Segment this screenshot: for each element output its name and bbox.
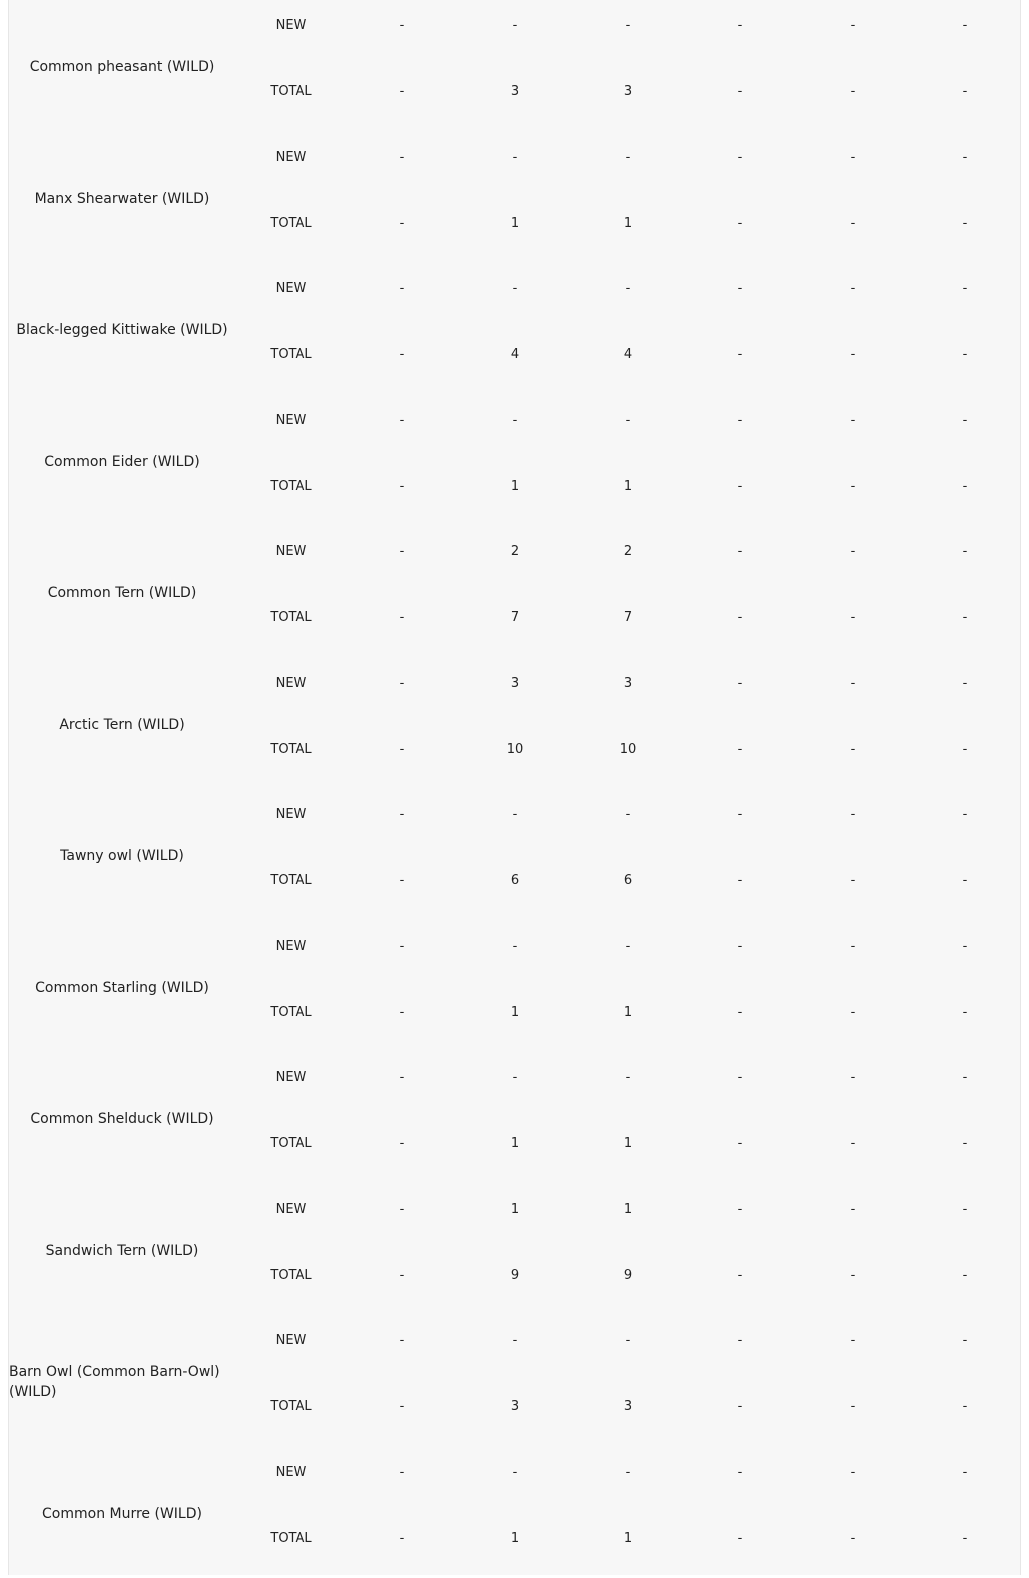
- total-value-col-1: -: [400, 1264, 405, 1288]
- total-value-col-1: -: [400, 212, 405, 236]
- new-label: NEW: [276, 540, 307, 564]
- total-value-col-3: 1: [624, 1001, 632, 1025]
- total-label: TOTAL: [270, 80, 311, 104]
- species-name: Barn Owl (Common Barn-Owl) (WILD): [9, 1349, 235, 1415]
- total-value-col-3: 9: [624, 1264, 632, 1288]
- total-value-col-4: -: [738, 1001, 743, 1025]
- total-value-col-2: 7: [511, 606, 519, 630]
- species-row-tawny-owl-wild: [9, 789, 1022, 921]
- total-value-col-6: -: [963, 343, 968, 367]
- total-value-col-1: -: [400, 343, 405, 367]
- new-row: [9, 540, 1022, 564]
- new-value-col-4: -: [738, 803, 743, 827]
- new-label: NEW: [276, 409, 307, 433]
- new-value-col-4: -: [738, 1066, 743, 1090]
- total-label: TOTAL: [270, 1527, 311, 1551]
- species-row-barn-owl-common-barn-owl-wild: [9, 1315, 1022, 1447]
- new-value-col-4: -: [738, 409, 743, 433]
- new-value-col-1: -: [400, 1066, 405, 1090]
- new-value-col-4: -: [738, 146, 743, 170]
- species-name: Black-legged Kittiwake (WILD): [9, 297, 235, 363]
- species-row-manx-shearwater-wild: [9, 132, 1022, 264]
- total-row: [9, 1395, 1022, 1419]
- species-row-common-eider-wild: [9, 395, 1022, 527]
- new-label: NEW: [276, 1066, 307, 1090]
- new-value-col-2: -: [513, 935, 518, 959]
- new-value-col-4: -: [738, 277, 743, 301]
- new-value-col-5: -: [851, 1329, 856, 1353]
- total-row: [9, 869, 1022, 893]
- total-value-col-4: -: [738, 1132, 743, 1156]
- total-value-col-5: -: [851, 212, 856, 236]
- total-value-col-6: -: [963, 869, 968, 893]
- total-value-col-5: -: [851, 1395, 856, 1419]
- total-value-col-6: -: [963, 80, 968, 104]
- new-value-col-3: 1: [624, 1198, 632, 1222]
- new-value-col-4: -: [738, 1329, 743, 1353]
- total-value-col-6: -: [963, 1001, 968, 1025]
- new-label: NEW: [276, 1329, 307, 1353]
- total-value-col-5: -: [851, 80, 856, 104]
- total-value-col-6: -: [963, 1527, 968, 1551]
- total-value-col-3: 4: [624, 343, 632, 367]
- new-row: [9, 1198, 1022, 1222]
- total-value-col-2: 9: [511, 1264, 519, 1288]
- total-value-col-2: 6: [511, 869, 519, 893]
- new-value-col-3: -: [626, 146, 631, 170]
- new-value-col-6: -: [963, 409, 968, 433]
- total-value-col-6: -: [963, 606, 968, 630]
- total-value-col-5: -: [851, 1001, 856, 1025]
- new-value-col-6: -: [963, 1329, 968, 1353]
- total-value-col-4: -: [738, 1527, 743, 1551]
- new-value-col-3: -: [626, 935, 631, 959]
- new-value-col-4: -: [738, 1198, 743, 1222]
- total-value-col-4: -: [738, 343, 743, 367]
- total-value-col-2: 1: [511, 1527, 519, 1551]
- species-table: [8, 0, 1021, 1575]
- total-value-col-5: -: [851, 343, 856, 367]
- new-value-col-5: -: [851, 935, 856, 959]
- total-value-col-1: -: [400, 80, 405, 104]
- total-row: [9, 1132, 1022, 1156]
- new-value-col-5: -: [851, 14, 856, 38]
- new-value-col-1: -: [400, 146, 405, 170]
- species-name: Common Starling (WILD): [9, 955, 235, 1021]
- new-value-col-6: -: [963, 146, 968, 170]
- new-value-col-6: -: [963, 540, 968, 564]
- total-label: TOTAL: [270, 1001, 311, 1025]
- new-value-col-1: -: [400, 409, 405, 433]
- total-row: [9, 343, 1022, 367]
- new-row: [9, 146, 1022, 170]
- total-value-col-4: -: [738, 869, 743, 893]
- species-row-common-starling-wild: [9, 921, 1022, 1053]
- total-label: TOTAL: [270, 475, 311, 499]
- new-row: [9, 803, 1022, 827]
- total-value-col-3: 1: [624, 1132, 632, 1156]
- total-row: [9, 1527, 1022, 1551]
- total-value-col-2: 1: [511, 475, 519, 499]
- new-value-col-1: -: [400, 14, 405, 38]
- new-value-col-5: -: [851, 277, 856, 301]
- species-row-common-pheasant-wild: [9, 0, 1022, 132]
- species-row-common-murre-wild: [9, 1447, 1022, 1578]
- total-value-col-2: 4: [511, 343, 519, 367]
- total-label: TOTAL: [270, 212, 311, 236]
- total-value-col-5: -: [851, 869, 856, 893]
- new-value-col-1: -: [400, 540, 405, 564]
- species-row-common-tern-wild: [9, 526, 1022, 658]
- species-name: Arctic Tern (WILD): [9, 692, 235, 758]
- species-name: Manx Shearwater (WILD): [9, 166, 235, 232]
- species-name: Common Murre (WILD): [9, 1481, 235, 1547]
- new-value-col-1: -: [400, 803, 405, 827]
- species-row-sandwich-tern-wild: [9, 1184, 1022, 1316]
- new-value-col-5: -: [851, 540, 856, 564]
- total-label: TOTAL: [270, 1264, 311, 1288]
- total-row: [9, 606, 1022, 630]
- new-row: [9, 1461, 1022, 1485]
- total-value-col-2: 1: [511, 1001, 519, 1025]
- total-value-col-6: -: [963, 1395, 968, 1419]
- total-value-col-4: -: [738, 1395, 743, 1419]
- new-value-col-4: -: [738, 672, 743, 696]
- total-label: TOTAL: [270, 343, 311, 367]
- total-row: [9, 1001, 1022, 1025]
- total-value-col-3: 6: [624, 869, 632, 893]
- total-label: TOTAL: [270, 606, 311, 630]
- new-value-col-5: -: [851, 672, 856, 696]
- new-value-col-4: -: [738, 14, 743, 38]
- new-value-col-6: -: [963, 1066, 968, 1090]
- new-value-col-6: -: [963, 1198, 968, 1222]
- new-value-col-5: -: [851, 1198, 856, 1222]
- total-row: [9, 212, 1022, 236]
- total-value-col-6: -: [963, 1132, 968, 1156]
- total-value-col-2: 3: [511, 80, 519, 104]
- new-value-col-1: -: [400, 1329, 405, 1353]
- new-value-col-2: 1: [511, 1198, 519, 1222]
- new-value-col-3: 2: [624, 540, 632, 564]
- new-value-col-3: -: [626, 14, 631, 38]
- species-name: Common Eider (WILD): [9, 429, 235, 495]
- new-value-col-6: -: [963, 672, 968, 696]
- new-value-col-3: -: [626, 1066, 631, 1090]
- new-row: [9, 277, 1022, 301]
- total-value-col-1: -: [400, 869, 405, 893]
- total-value-col-1: -: [400, 1395, 405, 1419]
- new-value-col-6: -: [963, 277, 968, 301]
- new-value-col-1: -: [400, 1198, 405, 1222]
- new-value-col-5: -: [851, 409, 856, 433]
- species-name: Sandwich Tern (WILD): [9, 1218, 235, 1284]
- species-name: Tawny owl (WILD): [9, 823, 235, 889]
- total-value-col-3: 7: [624, 606, 632, 630]
- total-value-col-5: -: [851, 475, 856, 499]
- new-label: NEW: [276, 803, 307, 827]
- total-value-col-3: 10: [620, 738, 637, 762]
- total-value-col-1: -: [400, 606, 405, 630]
- total-value-col-1: -: [400, 738, 405, 762]
- new-label: NEW: [276, 277, 307, 301]
- total-value-col-1: -: [400, 475, 405, 499]
- new-value-col-6: -: [963, 935, 968, 959]
- new-value-col-5: -: [851, 1461, 856, 1485]
- new-value-col-2: -: [513, 409, 518, 433]
- total-value-col-2: 1: [511, 1132, 519, 1156]
- new-value-col-3: -: [626, 277, 631, 301]
- total-row: [9, 475, 1022, 499]
- total-row: [9, 1264, 1022, 1288]
- new-row: [9, 1329, 1022, 1353]
- total-value-col-5: -: [851, 606, 856, 630]
- total-value-col-5: -: [851, 1264, 856, 1288]
- species-name: Common Tern (WILD): [9, 560, 235, 626]
- new-value-col-6: -: [963, 14, 968, 38]
- total-value-col-3: 3: [624, 80, 632, 104]
- total-value-col-5: -: [851, 1527, 856, 1551]
- total-value-col-4: -: [738, 738, 743, 762]
- total-value-col-2: 3: [511, 1395, 519, 1419]
- total-value-col-4: -: [738, 1264, 743, 1288]
- new-value-col-3: -: [626, 803, 631, 827]
- new-value-col-3: -: [626, 1329, 631, 1353]
- species-row-black-legged-kittiwake-wild: [9, 263, 1022, 395]
- new-value-col-2: -: [513, 14, 518, 38]
- total-value-col-5: -: [851, 738, 856, 762]
- new-value-col-5: -: [851, 803, 856, 827]
- new-value-col-2: -: [513, 1329, 518, 1353]
- total-value-col-6: -: [963, 738, 968, 762]
- new-value-col-1: -: [400, 672, 405, 696]
- new-value-col-1: -: [400, 1461, 405, 1485]
- total-value-col-1: -: [400, 1001, 405, 1025]
- new-value-col-2: -: [513, 803, 518, 827]
- new-value-col-2: -: [513, 1461, 518, 1485]
- total-value-col-6: -: [963, 1264, 968, 1288]
- total-value-col-4: -: [738, 80, 743, 104]
- new-label: NEW: [276, 146, 307, 170]
- new-value-col-2: -: [513, 146, 518, 170]
- total-label: TOTAL: [270, 738, 311, 762]
- total-row: [9, 80, 1022, 104]
- species-name: Common Shelduck (WILD): [9, 1086, 235, 1152]
- new-value-col-2: -: [513, 277, 518, 301]
- new-row: [9, 1066, 1022, 1090]
- new-value-col-3: -: [626, 1461, 631, 1485]
- new-value-col-4: -: [738, 935, 743, 959]
- total-value-col-4: -: [738, 212, 743, 236]
- total-row: [9, 738, 1022, 762]
- total-value-col-3: 1: [624, 475, 632, 499]
- total-value-col-1: -: [400, 1527, 405, 1551]
- total-value-col-3: 1: [624, 1527, 632, 1551]
- new-value-col-4: -: [738, 540, 743, 564]
- new-value-col-2: 3: [511, 672, 519, 696]
- total-value-col-3: 1: [624, 212, 632, 236]
- total-value-col-2: 10: [507, 738, 524, 762]
- species-row-arctic-tern-wild: [9, 658, 1022, 790]
- total-value-col-6: -: [963, 475, 968, 499]
- new-label: NEW: [276, 672, 307, 696]
- new-row: [9, 409, 1022, 433]
- new-value-col-3: -: [626, 409, 631, 433]
- total-value-col-6: -: [963, 212, 968, 236]
- new-value-col-5: -: [851, 1066, 856, 1090]
- new-value-col-4: -: [738, 1461, 743, 1485]
- species-name: Common pheasant (WILD): [9, 34, 235, 100]
- new-value-col-5: -: [851, 146, 856, 170]
- new-label: NEW: [276, 1461, 307, 1485]
- total-value-col-3: 3: [624, 1395, 632, 1419]
- new-value-col-2: -: [513, 1066, 518, 1090]
- new-value-col-2: 2: [511, 540, 519, 564]
- new-value-col-1: -: [400, 277, 405, 301]
- new-value-col-6: -: [963, 1461, 968, 1485]
- new-value-col-6: -: [963, 803, 968, 827]
- new-label: NEW: [276, 1198, 307, 1222]
- new-value-col-1: -: [400, 935, 405, 959]
- total-value-col-4: -: [738, 606, 743, 630]
- total-label: TOTAL: [270, 869, 311, 893]
- total-value-col-2: 1: [511, 212, 519, 236]
- total-value-col-4: -: [738, 475, 743, 499]
- species-row-common-shelduck-wild: [9, 1052, 1022, 1184]
- total-value-col-1: -: [400, 1132, 405, 1156]
- total-label: TOTAL: [270, 1395, 311, 1419]
- total-label: TOTAL: [270, 1132, 311, 1156]
- new-row: [9, 935, 1022, 959]
- total-value-col-5: -: [851, 1132, 856, 1156]
- new-label: NEW: [276, 935, 307, 959]
- new-label: NEW: [276, 14, 307, 38]
- new-row: [9, 14, 1022, 38]
- new-value-col-3: 3: [624, 672, 632, 696]
- new-row: [9, 672, 1022, 696]
